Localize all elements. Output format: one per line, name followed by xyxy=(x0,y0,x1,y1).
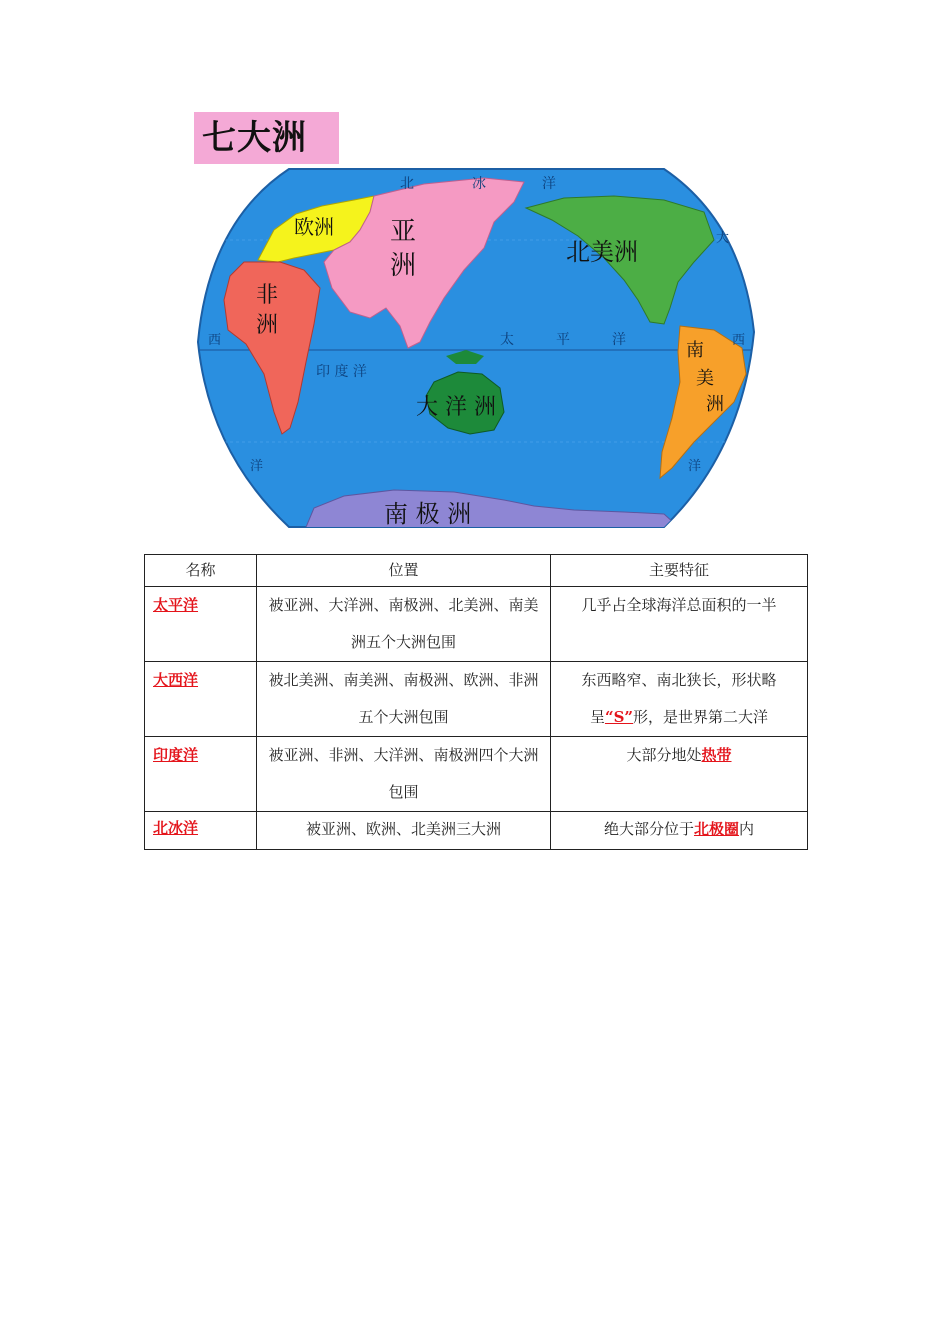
label-asia-2: 洲 xyxy=(390,251,417,281)
feature-highlight: 北极圈 xyxy=(693,820,739,838)
label-africa-1: 非 xyxy=(256,283,279,308)
table-row xyxy=(145,587,808,662)
ocean-table xyxy=(144,554,808,850)
label-arctic-3: 洋 xyxy=(542,176,556,192)
map-title: 七大洲 xyxy=(194,112,339,164)
table-row xyxy=(145,737,808,812)
label-north-america: 北美洲 xyxy=(566,238,638,266)
ocean-feature xyxy=(551,737,808,812)
feature-highlight: “S” xyxy=(604,708,634,726)
ocean-position: 被亚洲、大洋洲、南极洲、北美洲、南美洲五个大洲包围 xyxy=(257,587,551,662)
feature-suffix: 形，是世界第二大洋 xyxy=(633,708,769,726)
ocean-name: 北冰洋 xyxy=(145,812,257,850)
label-south-america-3: 洲 xyxy=(706,394,724,415)
label-antarctica: 南 极 洲 xyxy=(384,500,472,528)
header-feature: 主要特征 xyxy=(551,555,808,587)
ocean-name: 印度洋 xyxy=(145,737,257,812)
feature-highlight: 热带 xyxy=(701,746,732,764)
label-pacific-1: 太 xyxy=(500,332,514,348)
header-position: 位置 xyxy=(257,555,551,587)
ocean-feature: 几乎占全球海洋总面积的一半 xyxy=(551,587,808,662)
label-atlantic-east-top: 大 xyxy=(716,231,730,246)
ocean-position: 被北美洲、南美洲、南极洲、欧洲、非洲五个大洲包围 xyxy=(257,662,551,737)
label-atlantic-east: 西 xyxy=(732,333,746,348)
label-pacific-3: 洋 xyxy=(612,332,626,348)
label-asia-1: 亚 xyxy=(390,217,417,247)
feature-prefix: 大部分地处 xyxy=(626,746,702,764)
ocean-feature xyxy=(551,662,808,737)
label-atlantic-bottom-left: 洋 xyxy=(250,459,264,474)
label-south-america-1: 南 xyxy=(686,340,704,361)
world-map-figure xyxy=(194,112,760,532)
ocean-position: 被亚洲、欧洲、北美洲三大洲 xyxy=(257,812,551,850)
label-europe: 欧洲 xyxy=(294,215,334,239)
table-header-row xyxy=(145,555,808,587)
feature-prefix: 东西略窄、南北狭长，形状略呈 xyxy=(581,671,777,726)
label-south-america-2: 美 xyxy=(696,368,714,389)
ocean-name: 大西洋 xyxy=(145,662,257,737)
label-arctic-1: 北 xyxy=(400,176,414,192)
table-row xyxy=(145,662,808,737)
label-atlantic-west: 西 xyxy=(208,333,222,348)
ocean-feature xyxy=(551,812,808,850)
label-arctic-2: 冰 xyxy=(472,176,486,192)
ocean-name: 太平洋 xyxy=(145,587,257,662)
header-name: 名称 xyxy=(145,555,257,587)
feature-suffix: 内 xyxy=(739,820,755,838)
label-pacific-2: 平 xyxy=(556,332,570,348)
label-africa-2: 洲 xyxy=(256,313,279,338)
label-oceania: 大 洋 洲 xyxy=(416,395,496,420)
table-row xyxy=(145,812,808,850)
label-atlantic-bottom-right: 洋 xyxy=(688,459,702,474)
ocean-position: 被亚洲、非洲、大洋洲、南极洲四个大洲包围 xyxy=(257,737,551,812)
world-map xyxy=(194,112,760,532)
label-indian: 印 度 洋 xyxy=(316,364,367,380)
feature-prefix: 绝大部分位于 xyxy=(603,820,694,838)
